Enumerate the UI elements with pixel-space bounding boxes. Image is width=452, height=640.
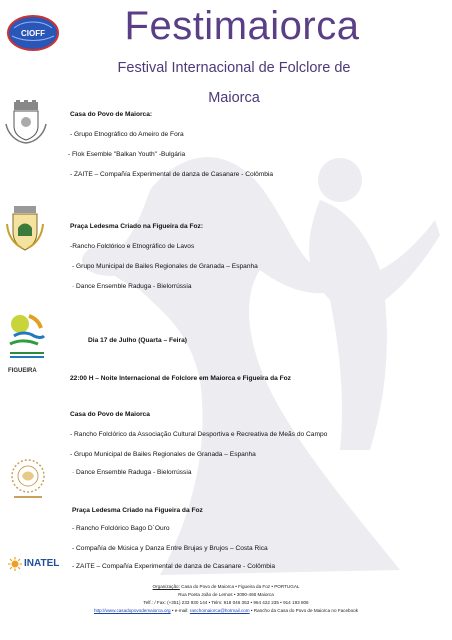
night-program-line: 22:00 H – Noite Internacional de Folclore em Maiorca e Figueira da Foz <box>70 375 291 382</box>
block2-item-3: - Dance Ensemble Raduga - Bielorrússia <box>72 283 192 290</box>
footer-organization-line <box>60 583 392 591</box>
block1-item-3: - ZAITE – Compañía Experimental de danza de Casanare - Colômbia <box>70 171 274 178</box>
cioff-logo <box>6 14 60 52</box>
date-line: Dia 17 de Julho (Quarta – Feira) <box>88 337 187 344</box>
block3-item-2: - Grupo Municipal de Bailes Regionales de Granada – Espanha <box>70 451 256 458</box>
figueira-logo-label: FIGUEIRA <box>8 368 37 374</box>
dancers-silhouette <box>40 120 440 590</box>
orange-dash: - <box>72 469 75 476</box>
footer <box>60 583 392 615</box>
maiorca-coat-of-arms-icon <box>4 100 48 144</box>
footer-links-line <box>60 607 392 615</box>
footer-org-text: Casa do Povo de Maiorca • Figueira da Foz • PORTUGAL <box>179 584 300 589</box>
block4-item-3: - ZAITE – Compañía Experimental de danza de Casanare - Colômbia <box>72 563 276 570</box>
page-title: Festimaiorca <box>124 4 360 48</box>
block2-item-2: - Grupo Municipal de Bailes Regionales de Granada – Espanha <box>72 263 258 270</box>
block1-item-1: - Grupo Etnográfico do Ameiro de Fora <box>70 131 184 138</box>
footer-email-link[interactable]: ranchomaiorca@hotmail.com <box>189 608 250 613</box>
block1-item-2: - Flok Esemble "Balkan Youth" -Bulgária <box>68 151 186 158</box>
inatel-sun-icon <box>8 557 22 571</box>
footer-email-prefix: • e-mail: <box>170 608 190 613</box>
footer-org-label: Organização: <box>152 584 180 589</box>
figueira-logo <box>8 312 46 378</box>
footer-phones: Telf.: / Fax: (+351) 233 930 144 • Telm: 918 046 353 • 964 422 235 • 914 193 806 <box>143 600 309 605</box>
page-subtitle-line1: Festival Internacional de Folclore de <box>117 60 351 76</box>
block3-venue: Casa do Povo de Maiorca <box>70 411 150 418</box>
block1-venue: Casa do Povo de Maiorca: <box>70 111 153 118</box>
festival-sun-emblem-icon <box>8 456 48 504</box>
footer-facebook-text: • Rancho da Casa do Povo de Maiorca no Facebook <box>249 608 358 613</box>
block2-item-1: -Rancho Folclórico e Etnográfico de Lavos <box>70 243 195 250</box>
orange-dash: - <box>72 283 75 290</box>
inatel-logo <box>8 556 68 572</box>
block4-item-1: - Rancho Folclórico Bago D´Ouro <box>72 525 170 532</box>
block3-item-3: - Dance Ensemble Raduga - Bielorrússia <box>72 469 192 476</box>
block2-venue: Praça Ledesma Criado na Figueira da Foz: <box>70 223 204 230</box>
figueira-logo-icon <box>8 312 46 368</box>
block4-item-2: - Compañía de Música y Danza Entre Brujas y Brujos – Costa Rica <box>72 545 268 552</box>
page-subtitle-line2: Maiorca <box>208 90 260 106</box>
footer-address: Rua Poeta João de Lemos • 3090-466 Maiorca <box>178 592 274 597</box>
block4-venue: Praça Ledesma Criado na Figueira da Foz <box>72 507 203 514</box>
inatel-label: INATEL <box>24 558 60 569</box>
figueira-coat-of-arms-icon <box>6 204 44 252</box>
cioff-logo-text: CIOFF <box>21 29 45 38</box>
footer-website-link[interactable]: http://www.casadopovodemaiorca.org <box>93 608 171 613</box>
block3-item-1: - Rancho Folclórico da Associação Cultural Desportiva e Recreativa de Meãs do Campo <box>70 431 328 438</box>
